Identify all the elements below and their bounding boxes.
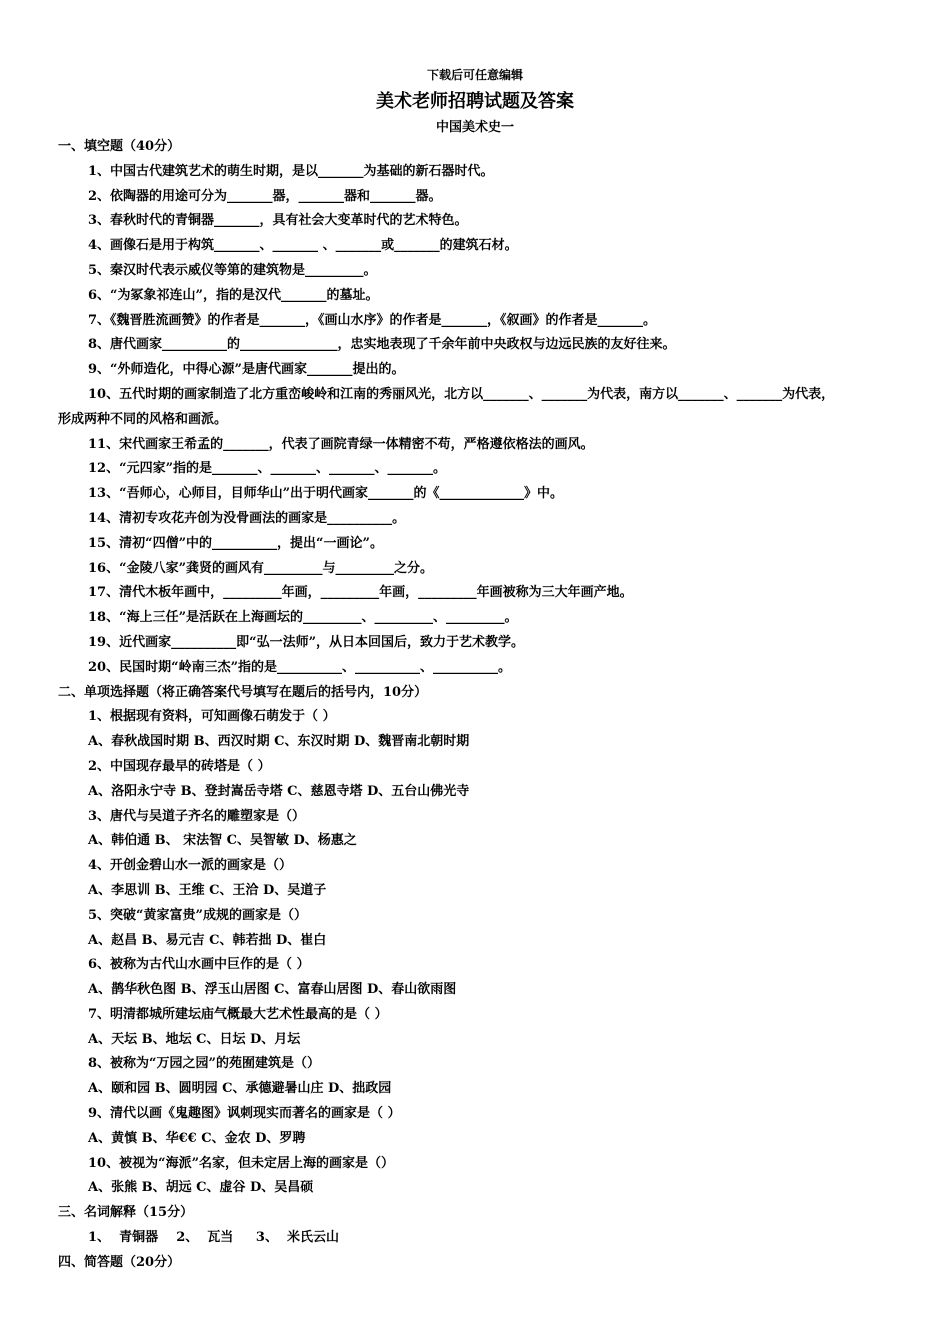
choice-question: 4、开创金碧山水一派的画家是（）	[88, 858, 293, 874]
choice-question: 2、中国现存最早的砖塔是（ ）	[88, 758, 271, 774]
fill-blank-question: 18、“海上三任”是活跃在上海画坛的_________、_________、_________。	[88, 610, 518, 626]
choice-options: A、洛阳永宁寺 B、登封嵩岳寺塔 C、慈恩寺塔 D、五台山佛光寺	[88, 783, 470, 799]
terms-list: 1、 青铜器 2、 瓦当 3、 米氏云山	[88, 1230, 340, 1246]
choice-question: 5、突破“黄家富贵”成规的画家是（）	[88, 907, 308, 923]
choice-options: A、李思训 B、王维 C、王洽 D、吴道子	[88, 882, 327, 898]
choice-options: A、颐和园 B、圆明园 C、承德避暑山庄 D、拙政园	[88, 1081, 392, 1097]
section-heading-single-choice: 二、单项选择题（将正确答案代号填写在题后的括号内，10分）	[58, 684, 428, 700]
choice-options: A、张熊 B、胡远 C、虚谷 D、吴昌硕	[88, 1180, 314, 1196]
choice-options: A、春秋战国时期 B、西汉时期 C、东汉时期 D、魏晋南北朝时期	[88, 734, 470, 750]
fill-blank-question: 8、唐代画家__________的_______________，忠实地表现了千余年前中央政权与边远民族的友好往来。	[88, 337, 676, 353]
choice-question: 8、被称为“万园之园”的苑囿建筑是（）	[88, 1056, 321, 1072]
choice-question: 7、明清都城所建坛庙气概最大艺术性最高的是（ ）	[88, 1006, 388, 1022]
fill-blank-question-continuation: 形成两种不同的风格和画派。	[58, 411, 228, 427]
fill-blank-question: 17、清代木板年画中，_________年画，_________年画，_________年画被称为三大年画产地。	[88, 585, 633, 601]
choice-question: 9、清代以画《鬼趣图》讽刺现实而著名的画家是（ ）	[88, 1106, 401, 1122]
document-subtitle: 中国美术史一	[435, 120, 514, 135]
section-heading-terms: 三、名词解释（15分）	[58, 1205, 194, 1221]
choice-options: A、黄慎 B、华€€ C、金农 D、罗聘	[88, 1130, 306, 1146]
choice-options: A、韩伯通 B、 宋法智 C、吴智敏 D、杨惠之	[88, 833, 357, 849]
choice-question: 1、根据现有资料，可知画像石萌发于（ ）	[88, 709, 336, 725]
fill-blank-question: 16、“金陵八家”龚贤的画风有_________与_________之分。	[88, 560, 434, 576]
fill-blank-question: 4、画像石是用于构筑_______、_______ 、_______或_______的建筑石材。	[88, 238, 518, 254]
fill-blank-question: 11、宋代画家王希孟的_______，代表了画院青绿一体精密不苟，严格遵依格法的画风。	[88, 436, 594, 452]
document-body	[58, 135, 898, 1276]
choice-question: 3、唐代与吴道子齐名的雕塑家是（）	[88, 808, 306, 824]
fill-blank-question: 20、民国时期“岭南三杰”指的是__________、__________、__________。	[88, 659, 512, 675]
fill-blank-question: 3、春秋时代的青铜器_______，具有社会大变革时代的艺术特色。	[88, 213, 468, 229]
fill-blank-question: 10、五代时期的画家制造了北方重峦峻岭和江南的秀丽风光，北方以_______、_______为代表，南方以_______、_______为代表，	[88, 386, 835, 402]
choice-options: A、赵昌 B、易元吉 C、韩若拙 D、崔白	[88, 932, 327, 948]
fill-blank-question: 12、“元四家”指的是_______、_______、_______、_______。	[88, 461, 447, 477]
fill-blank-question: 5、秦汉时代表示威仪等第的建筑物是_________。	[88, 262, 377, 278]
download-note: 下载后可任意编辑	[426, 68, 523, 82]
choice-options: A、鹊华秋色图 B、浮玉山居图 C、富春山居图 D、春山欲雨图	[88, 982, 457, 998]
fill-blank-question: 13、“吾师心，心师目，目师华山”出于明代画家_______的《_____________》中。	[88, 486, 564, 502]
fill-blank-question: 7、《魏晋胜流画赞》的作者是_______，《画山水序》的作者是_______，《叙画》的作者是_______。	[88, 312, 657, 328]
section-heading-short-answer: 四、简答题（20分）	[58, 1254, 181, 1270]
fill-blank-question: 15、清初“四僧”中的__________，提出“一画论”。	[88, 535, 384, 551]
document-title: 美术老师招聘试题及答案	[376, 91, 574, 112]
fill-blank-question: 6、“为冢象祁连山”，指的是汉代_______的墓址。	[88, 287, 379, 303]
fill-blank-question: 1、中国古代建筑艺术的萌生时期，是以_______为基础的新石器时代。	[88, 163, 494, 179]
choice-question: 6、被称为古代山水画中巨作的是（ ）	[88, 957, 310, 973]
fill-blank-question: 9、“外师造化，中得心源”是唐代画家_______提出的。	[88, 362, 405, 378]
fill-blank-question: 14、清初专攻花卉创为没骨画法的画家是__________。	[88, 510, 406, 526]
choice-question: 10、被视为“海派”名家，但未定居上海的画家是（）	[88, 1155, 395, 1171]
fill-blank-question: 2、依陶器的用途可分为_______器，_______器和_______器。	[88, 188, 442, 204]
fill-blank-question: 19、近代画家__________即“弘一法师”，从日本回国后，致力于艺术教学。	[88, 634, 525, 650]
choice-options: A、天坛 B、地坛 C、日坛 D、月坛	[88, 1031, 301, 1047]
section-heading-fill-blank: 一、填空题（40分）	[58, 139, 181, 154]
